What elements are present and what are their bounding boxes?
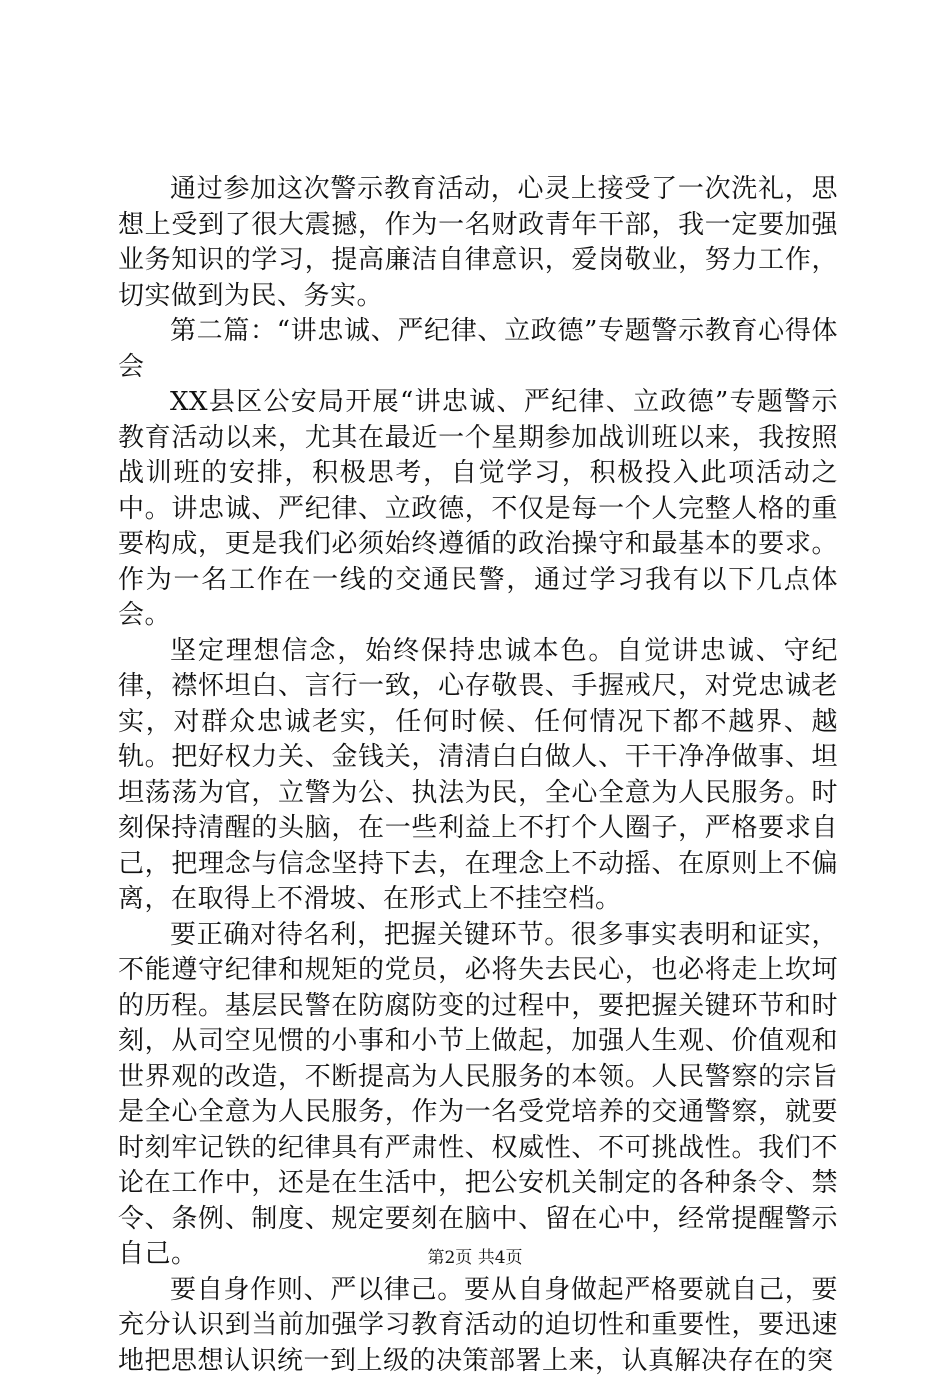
paragraph-5: 要自身作则、严以律己。要从自身做起严格要就自己，要充分认识到当前加强学习教育活动的迫切性和重要性，要迅速地把思想认识统一到上级的决策部署上来，认真解决存在的突 <box>118 1273 838 1379</box>
paragraph-3: 坚定理想信念，始终保持忠诚本色。自觉讲忠诚、守纪律，襟怀坦白、言行一致，心存敬畏、手握戒尺，对党忠诚老实，对群众忠诚老实，任何时候、任何情况下都不越界、越轨。把好权力关、金钱关，清清白白做人、干干净净做事、坦坦荡荡为官，立警为公、执法为民，全心全意为人民服务。时刻保持清醒的头脑，在一些利益上不打个人圈子，严格要求自己，把理念与信念坚持下去，在理念上不动摇、在原则上不偏离，在取得上不滑坡、在形式上不挂空档。 <box>118 634 838 918</box>
paragraph-1: 通过参加这次警示教育活动，心灵上接受了一次洗礼，思想上受到了很大震撼，作为一名财政青年干部，我一定要加强业务知识的学习，提高廉洁自律意识，爱岗敬业，努力工作，切实做到为民、务实。 <box>118 172 838 314</box>
document-body <box>118 172 838 1379</box>
paragraph-2: XX县区公安局开展“讲忠诚、严纪律、立政德”专题警示教育活动以来，尤其在最近一个星期参加战训班以来，我按照战训班的安排，积极思考，自觉学习，积极投入此项活动之中。讲忠诚、严纪律、立政德，不仅是每一个人完整人格的重要构成，更是我们必须始终遵循的政治操守和最基本的要求。作为一名工作在一线的交通民警，通过学习我有以下几点体会。 <box>118 385 838 634</box>
page-number-footer: 第2页 共4页 <box>0 1243 950 1268</box>
section-heading: 第二篇：“讲忠诚、严纪律、立政德”专题警示教育心得体会 <box>118 314 838 385</box>
paragraph-4: 要正确对待名利，把握关键环节。很多事实表明和证实，不能遵守纪律和规矩的党员，必将失去民心，也必将走上坎坷的历程。基层民警在防腐防变的过程中，要把握关键环节和时刻，从司空见惯的小事和小节上做起，加强人生观、价值观和世界观的改造，不断提高为人民服务的本领。人民警察的宗旨是全心全意为人民服务，作为一名受党培养的交通警察，就要时刻牢记铁的纪律具有严肃性、权威性、不可挑战性。我们不论在工作中，还是在生活中，把公安机关制定的各种条令、禁令、条例、制度、规定要刻在脑中、留在心中，经常提醒警示自己。 <box>118 918 838 1273</box>
